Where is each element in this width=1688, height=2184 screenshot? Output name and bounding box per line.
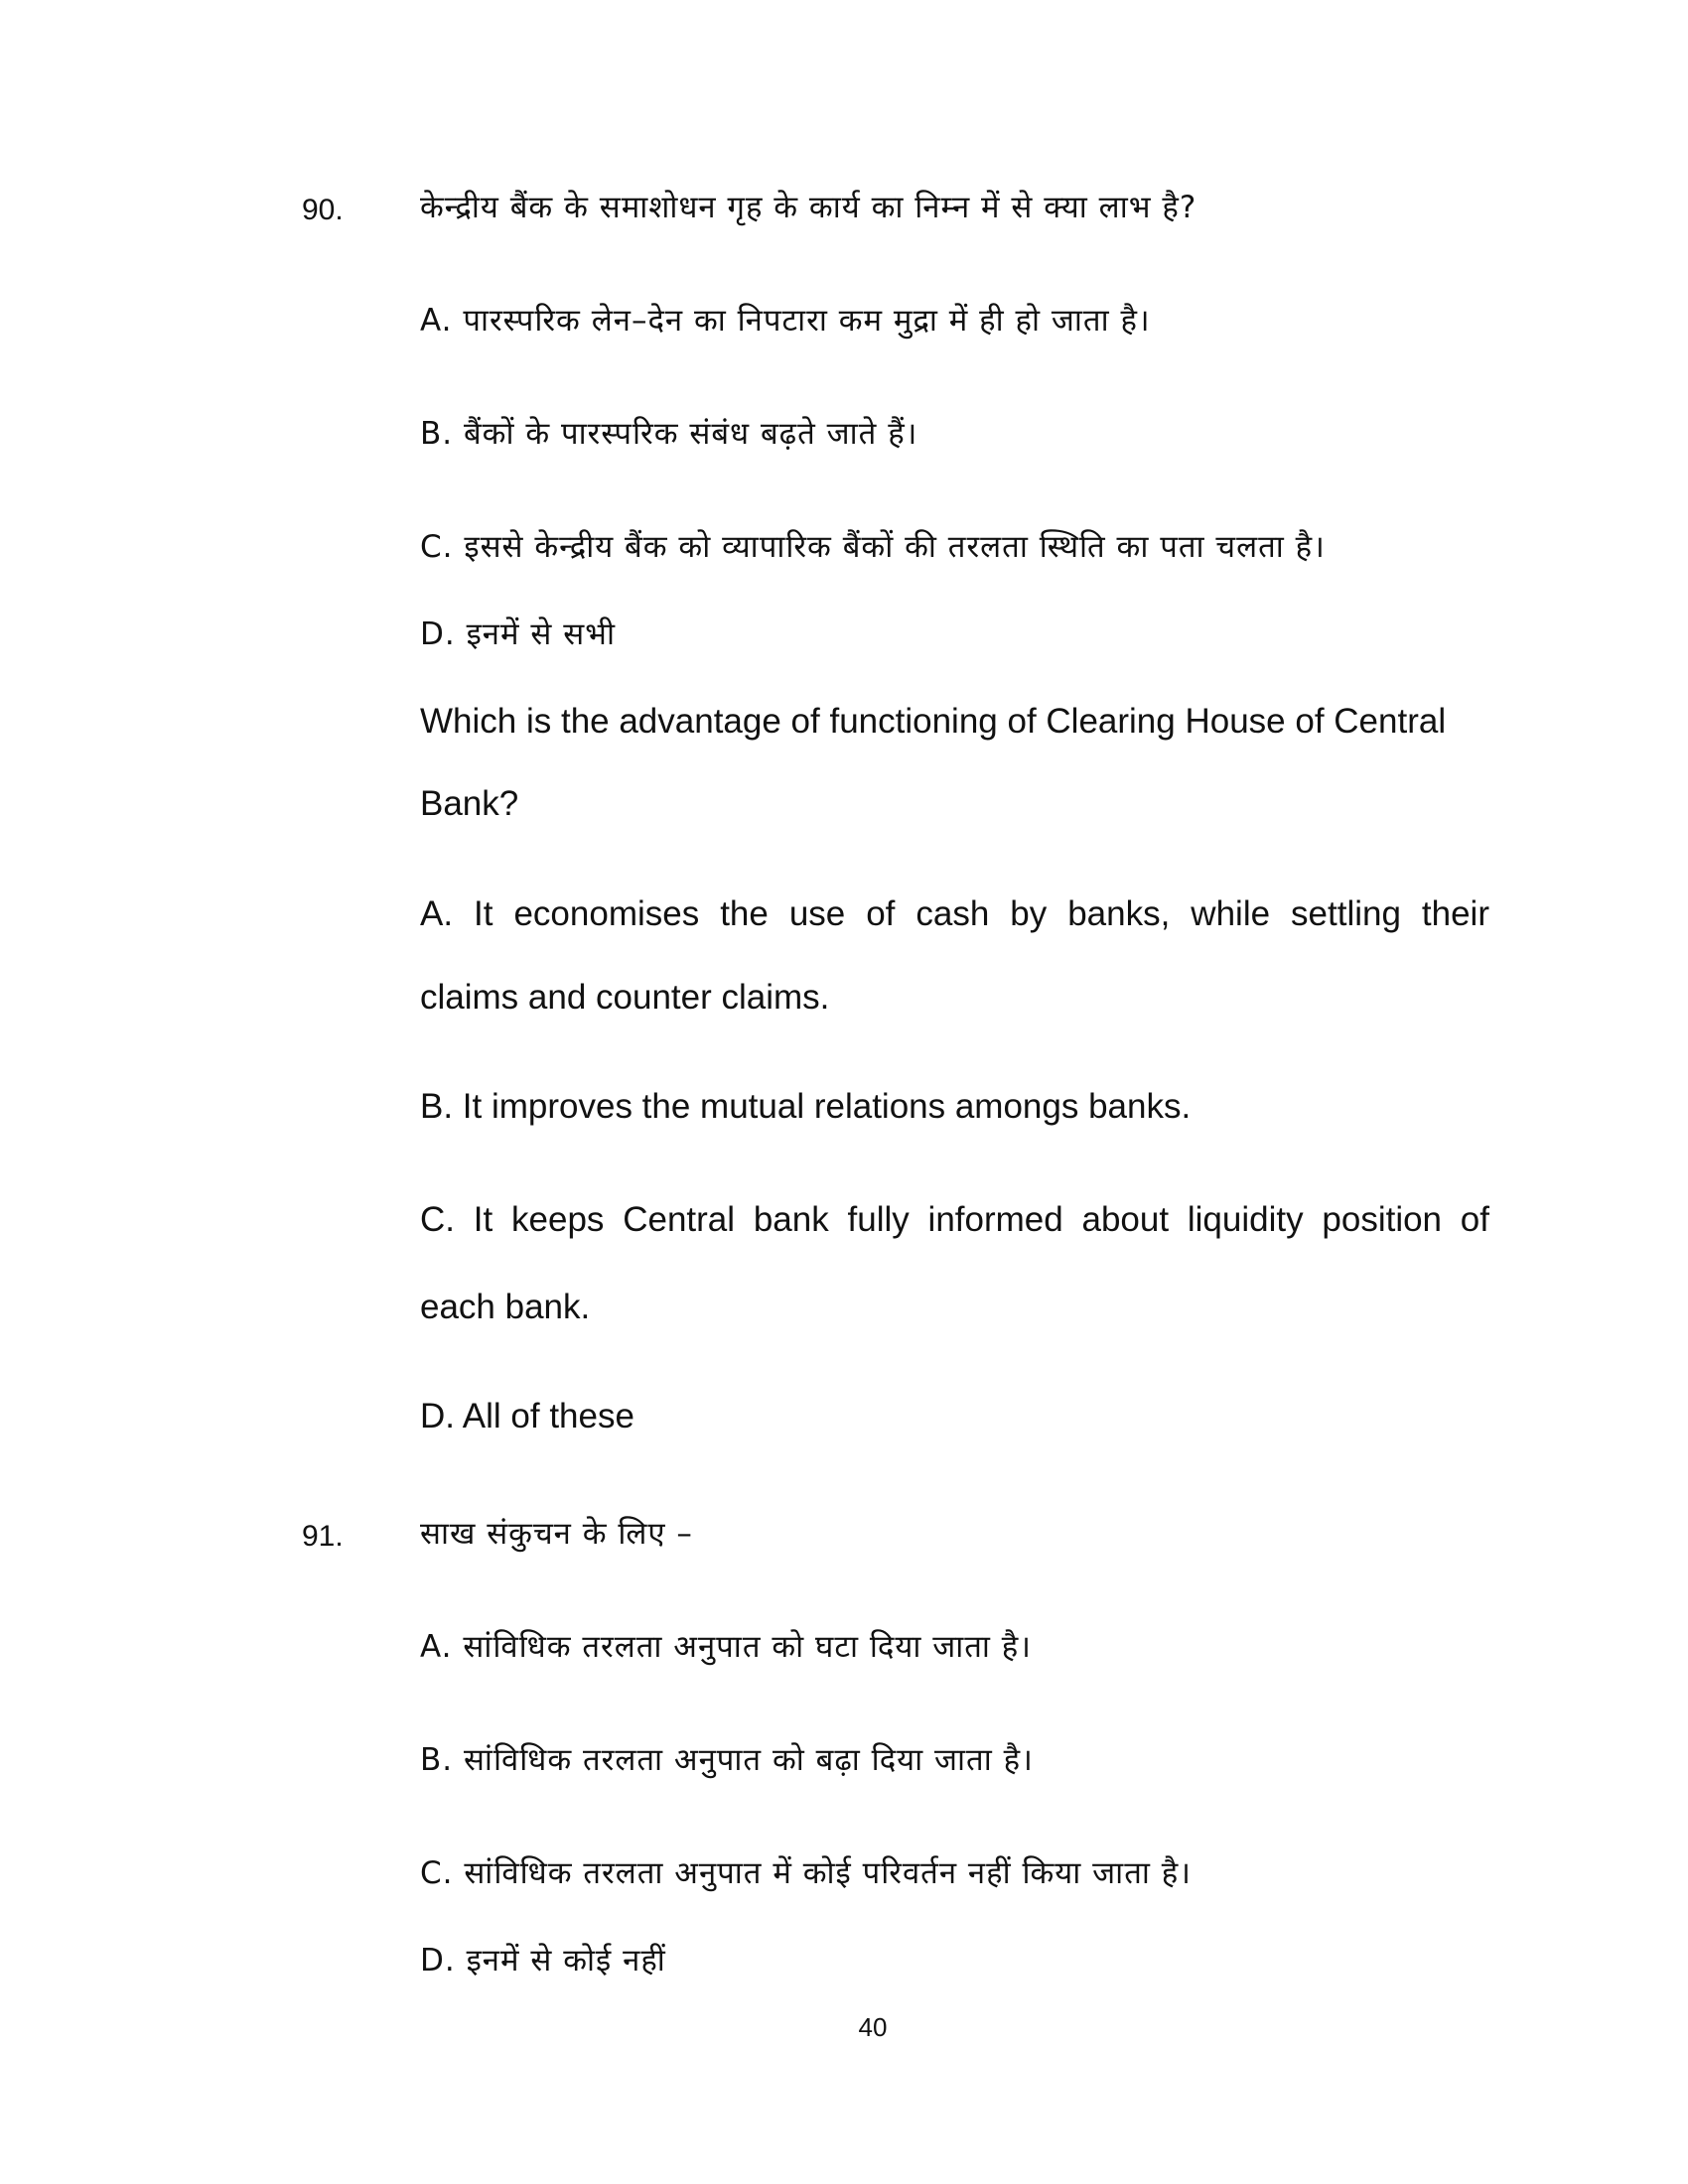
question-number: 90. <box>302 194 344 226</box>
option-d-hindi: D. इनमें से सभी <box>420 616 616 652</box>
option-b-english: B. It improves the mutual relations amongs banks. <box>420 1087 1192 1126</box>
option-d-english: D. All of these <box>420 1397 634 1435</box>
question-number: 91. <box>302 1520 344 1553</box>
question-text-english-line-2: Bank? <box>420 784 519 823</box>
option-a-english-line-1: A. It economises the use of cash by banks, while settling their <box>420 894 1489 933</box>
option-d-hindi: D. इनमें से कोई नहीं <box>420 1943 666 1979</box>
option-a-english-line-2: claims and counter claims. <box>420 978 830 1017</box>
option-a-hindi: A. सांविधिक तरलता अनुपात को घटा दिया जाता है। <box>420 1629 1033 1665</box>
question-text-english-line-1: Which is the advantage of functioning of Clearing House of Central <box>420 702 1447 741</box>
question-text-hindi: साख संकुचन के लिए – <box>420 1516 693 1552</box>
question-text-hindi: केन्द्रीय बैंक के समाशोधन गृह के कार्य का निम्न में से क्या लाभ है? <box>420 190 1197 225</box>
option-a-hindi: A. पारस्परिक लेन–देन का निपटारा कम मुद्रा में ही हो जाता है। <box>420 303 1151 339</box>
option-c-english-line-1: C. It keeps Central bank fully informed about liquidity position of <box>420 1200 1489 1239</box>
option-c-hindi: C. सांविधिक तरलता अनुपात में कोई परिवर्तन नहीं किया जाता है। <box>420 1855 1192 1891</box>
option-c-english-line-2: each bank. <box>420 1288 591 1326</box>
option-c-hindi: C. इससे केन्द्रीय बैंक को व्यापारिक बैंकों की तरलता स्थिति का पता चलता है। <box>420 529 1326 565</box>
option-b-hindi: B. सांविधिक तरलता अनुपात को बढ़ा दिया जाता है। <box>420 1742 1034 1778</box>
option-b-hindi: B. बैंकों के पारस्परिक संबंध बढ़ते जाते हैं। <box>420 416 918 452</box>
page-number: 40 <box>858 2012 888 2042</box>
